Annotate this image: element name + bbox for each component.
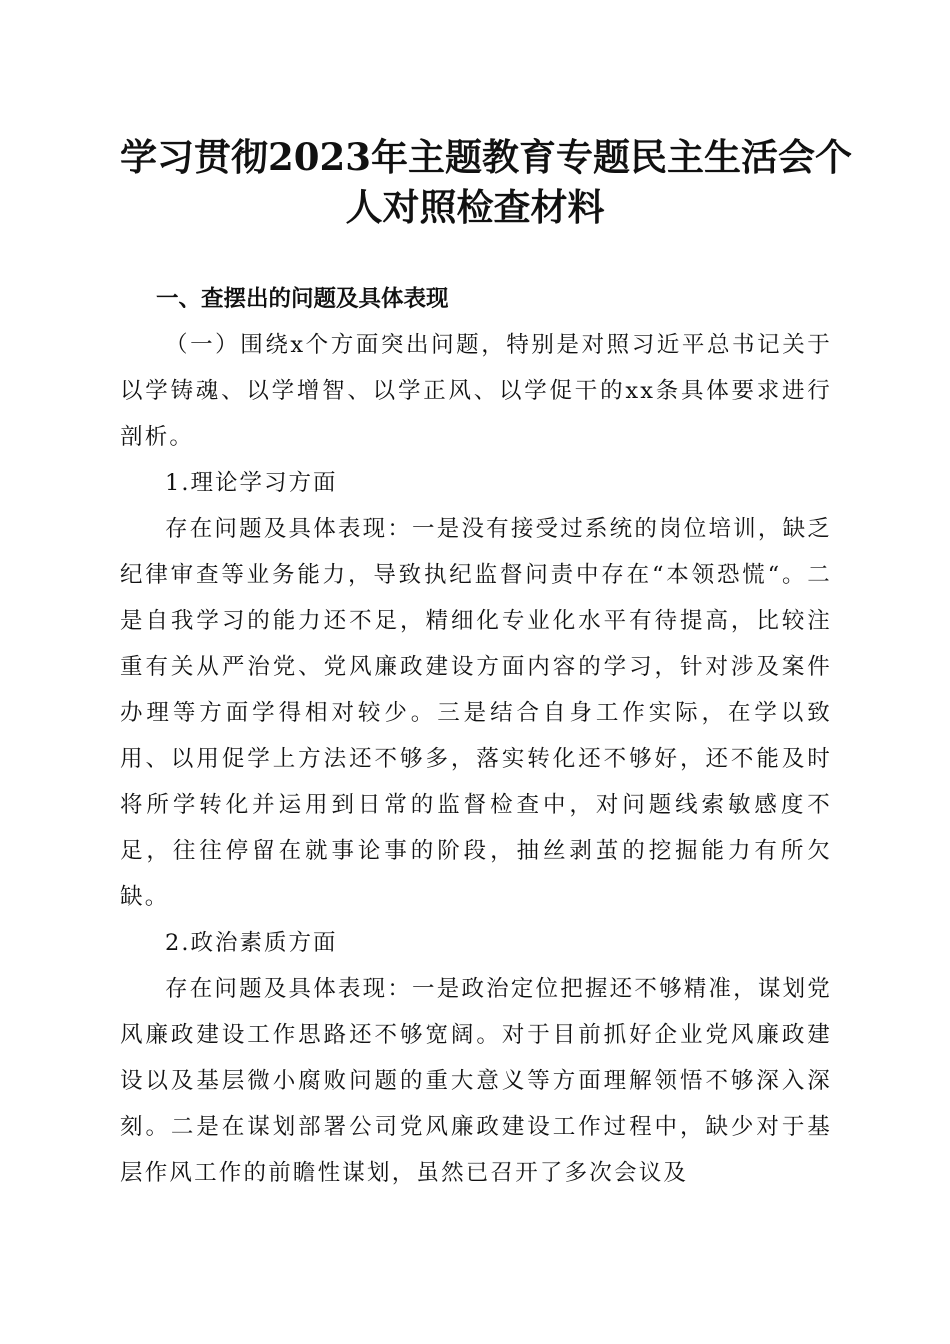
intro-paragraph: （一）围绕x个方面突出问题，特别是对照习近平总书记关于以学铸魂、以学增智、以学正风、以学促干的xx条具体要求进行剖析。 — [120, 332, 832, 450]
document-body — [120, 276, 832, 1196]
title-line-2: 人对照检查材料 — [345, 185, 605, 229]
subsection-1-paragraph: 存在问题及具体表现：一是没有接受过系统的岗位培训，缺乏纪律审查等业务能力，导致执纪监督问责中存在“本领恐慌“。二是自我学习的能力还不足，精细化专业化水平有待提高，比较注重有关从严治党、党风廉政建设方面内容的学习，针对涉及案件办理等方面学得相对较少。三是结合自身工作实际，在学以致用、以用促学上方法还不够多，落实转化还不够好，还不能及时将所学转化并运用到日常的监督检查中，对问题线索敏感度不足，往往停留在就事论事的阶段，抽丝剥茧的挖掘能力有所欠缺。 — [120, 516, 832, 910]
subsection-heading-2: 2.政治素质方面 — [165, 930, 338, 956]
subsection-2-paragraph: 存在问题及具体表现：一是政治定位把握还不够精准，谋划党风廉政建设工作思路还不够宽阔。对于目前抓好企业党风廉政建设以及基层微小腐败问题的重大意义等方面理解领悟不够深入深刻。二是在谋划部署公司党风廉政建设工作过程中，缺少对于基层作风工作的前瞻性谋划，虽然已召开了多次会议及 — [120, 976, 832, 1186]
title-line-1: 学习贯彻2023年主题教育专题民主生活会个 — [120, 135, 852, 179]
document-title — [120, 132, 852, 232]
subsection-heading-1: 1.理论学习方面 — [165, 470, 338, 496]
section-heading-1: 一、查摆出的问题及具体表现 — [156, 286, 449, 312]
